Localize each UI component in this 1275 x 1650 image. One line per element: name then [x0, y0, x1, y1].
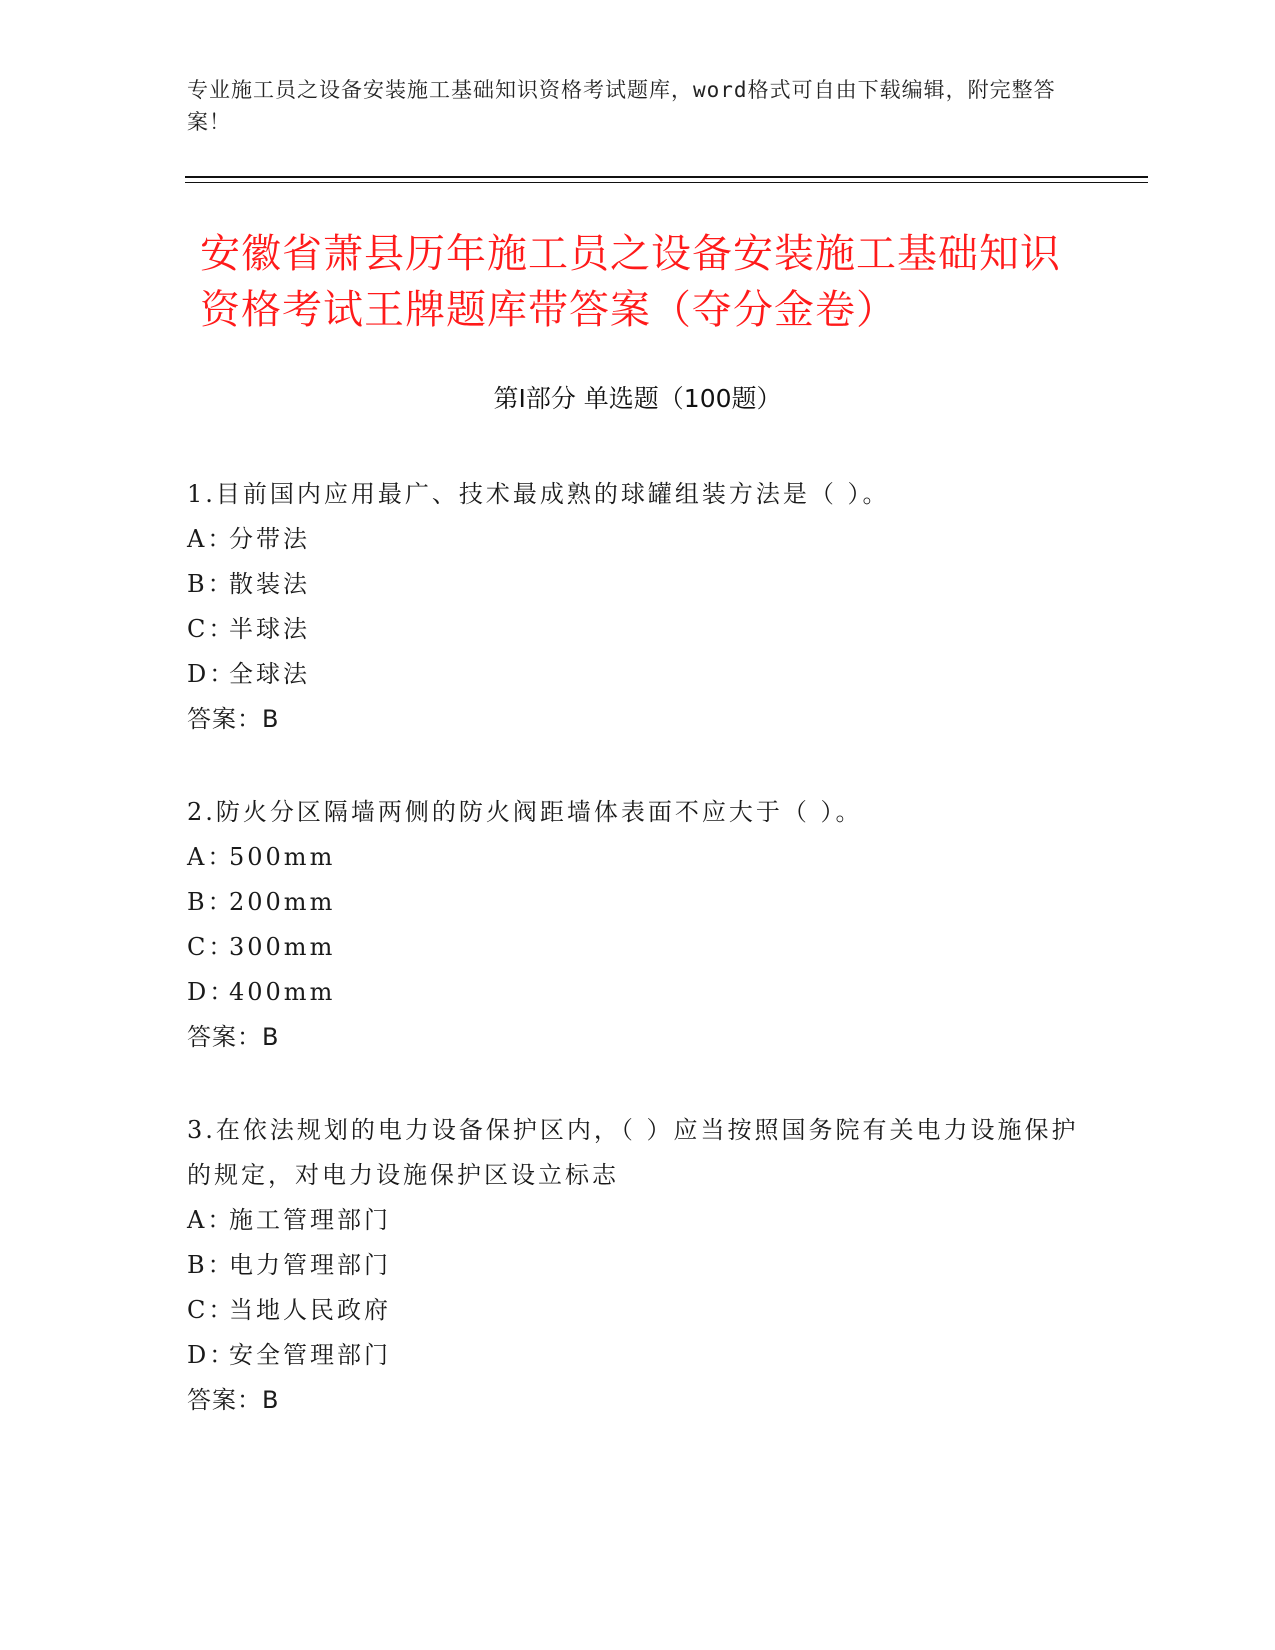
option-text: 施工管理部门: [229, 1206, 391, 1234]
section-title: 第Ⅰ部分 单选题（100题）: [493, 384, 782, 413]
option-key: C：: [187, 933, 236, 961]
option-text: 400mm: [229, 978, 336, 1006]
option-text: 散装法: [229, 570, 310, 598]
header-rule-thin: [185, 182, 1148, 183]
question-2: [187, 790, 1087, 1060]
option-text: 500mm: [229, 843, 336, 871]
option-key: B：: [187, 1251, 235, 1279]
question-3: [187, 1108, 1087, 1423]
option-d: [187, 1333, 1087, 1378]
answer: 答案：B: [187, 1386, 280, 1414]
option-key: A：: [187, 843, 235, 871]
option-c: [187, 607, 1087, 652]
option-text: 300mm: [229, 933, 336, 961]
document-title: 安徽省萧县历年施工员之设备安装施工基础知识资格考试王牌题库带答案（夺分金卷）: [200, 231, 1061, 333]
option-key: C：: [187, 1296, 236, 1324]
option-key: D：: [187, 1341, 237, 1369]
option-text: 半球法: [229, 615, 310, 643]
header-note: 专业施工员之设备安装施工基础知识资格考试题库，word格式可自由下载编辑，附完整答案！: [187, 78, 1056, 134]
option-c: [187, 925, 1087, 970]
question-stem: 2.防火分区隔墙两侧的防火阀距墙体表面不应大于（ ）。: [187, 798, 863, 826]
option-text: 分带法: [229, 525, 310, 553]
option-text: 200mm: [229, 888, 336, 916]
question-stem: 1.目前国内应用最广、技术最成熟的球罐组装方法是（ ）。: [187, 480, 890, 508]
option-key: C：: [187, 615, 236, 643]
option-key: A：: [187, 1206, 235, 1234]
option-text: 电力管理部门: [229, 1251, 391, 1279]
question-1: [187, 472, 1087, 742]
option-b: [187, 1243, 1087, 1288]
option-a: [187, 835, 1087, 880]
option-key: B：: [187, 888, 235, 916]
option-text: 安全管理部门: [229, 1341, 391, 1369]
question-stem: 3.在依法规划的电力设备保护区内，（ ）应当按照国务院有关电力设施保护的规定，对电力设施保护区设立标志: [187, 1116, 1079, 1189]
answer: 答案：B: [187, 705, 280, 733]
option-key: A：: [187, 525, 235, 553]
option-a: [187, 517, 1087, 562]
header-rule-thick: [185, 176, 1148, 178]
answer: 答案：B: [187, 1023, 280, 1051]
option-a: [187, 1198, 1087, 1243]
option-b: [187, 880, 1087, 925]
option-b: [187, 562, 1087, 607]
option-c: [187, 1288, 1087, 1333]
option-d: [187, 970, 1087, 1015]
option-key: D：: [187, 978, 237, 1006]
option-d: [187, 652, 1087, 697]
option-text: 当地人民政府: [229, 1296, 391, 1324]
option-text: 全球法: [229, 660, 310, 688]
option-key: D：: [187, 660, 237, 688]
option-key: B：: [187, 570, 235, 598]
